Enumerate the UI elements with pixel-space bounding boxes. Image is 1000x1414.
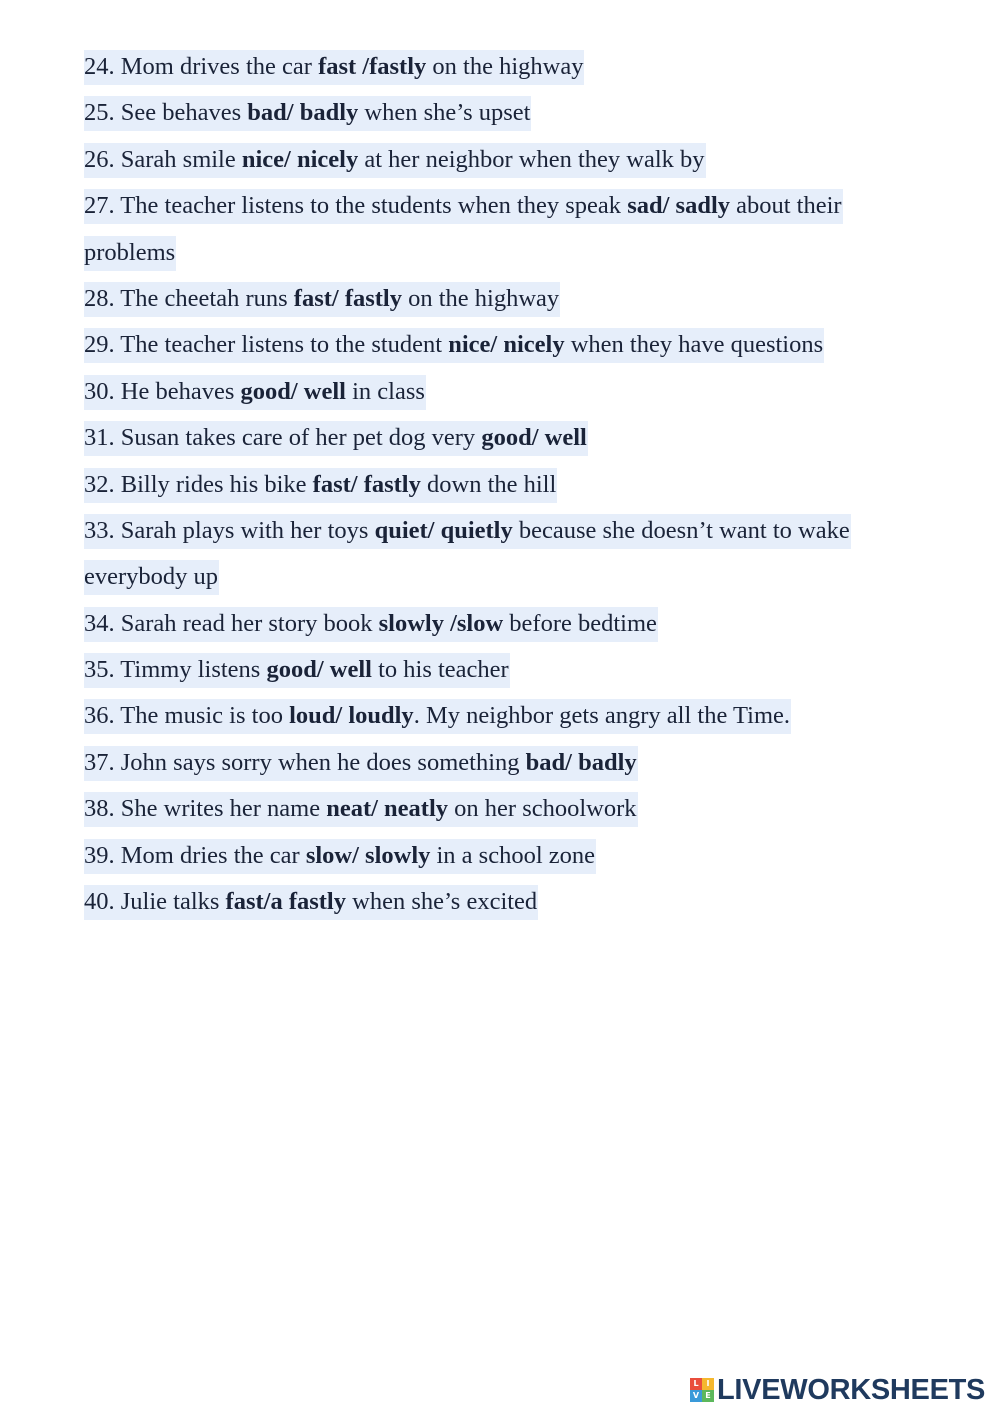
exercise-line: [84, 276, 964, 322]
exercise-line: [84, 879, 964, 925]
sentence-start: 34. Sarah read her story book: [84, 609, 379, 637]
exercise-line: [84, 415, 964, 461]
sentence-start: 31. Susan takes care of her pet dog very: [84, 424, 482, 452]
sentence-end: because she doesn’t want to wake: [512, 516, 850, 544]
line-highlight: [84, 699, 791, 734]
answer-options[interactable]: slow/ slowly: [305, 841, 431, 869]
sentence-end: before bedtime: [503, 609, 657, 637]
answer-options[interactable]: quiet/ quietly: [374, 516, 513, 544]
sentence-end: on the highway: [401, 284, 560, 312]
sentence-start: 35. Timmy listens: [84, 656, 267, 684]
answer-options[interactable]: fast/ fastly: [312, 470, 421, 498]
answer-options[interactable]: good/ well: [240, 377, 346, 405]
sentence-start: 30. He behaves: [84, 377, 241, 405]
answer-options[interactable]: neat/ neatly: [326, 795, 449, 823]
answer-options[interactable]: loud/ loudly: [289, 702, 414, 730]
exercise-line: [84, 322, 964, 368]
line-highlight: [84, 96, 531, 131]
line-highlight: [84, 839, 596, 874]
sentence-start: 33. Sarah plays with her toys: [84, 516, 375, 544]
sentence-start: 24. Mom drives the car: [84, 53, 319, 80]
exercise-line: [84, 601, 964, 647]
sentence-end: about their: [730, 192, 842, 220]
sentence-start: 38. She writes her name: [84, 795, 327, 823]
exercise-line: [84, 647, 964, 693]
exercise-line: [84, 183, 964, 229]
logo-square-e: E: [702, 1390, 714, 1402]
sentence-end: . My neighbor gets angry all the Time.: [413, 702, 791, 730]
exercise-line: [84, 786, 964, 832]
line-highlight: [84, 375, 426, 410]
sentence-start: 25. See behaves: [84, 99, 248, 127]
sentence-continued: everybody up: [84, 563, 219, 591]
sentence-start: 36. The music is too: [84, 702, 290, 730]
sentence-end: in class: [345, 377, 425, 405]
line-highlight: [84, 236, 176, 271]
line-highlight: [84, 328, 824, 363]
line-highlight: [84, 189, 843, 224]
sentence-end: when they have questions: [564, 331, 824, 359]
answer-options[interactable]: nice/ nicely: [241, 145, 359, 173]
exercise-line: [84, 740, 964, 786]
exercise-line: [84, 508, 964, 554]
sentence-end: at her neighbor when they walk by: [358, 145, 705, 173]
answer-options[interactable]: fast/a fastly: [225, 888, 346, 916]
exercise-line-continued: [84, 554, 964, 600]
logo-square-i: I: [702, 1378, 714, 1390]
sentence-start: 27. The teacher listens to the students when they speak: [84, 192, 628, 220]
line-highlight: [84, 607, 658, 642]
answer-options[interactable]: slowly /slow: [378, 609, 504, 637]
line-highlight: [84, 468, 557, 503]
exercise-line: [84, 44, 964, 90]
sentence-end: in a school zone: [430, 841, 596, 869]
logo-square-v: V: [690, 1390, 702, 1402]
answer-options[interactable]: fast/ fastly: [293, 284, 402, 312]
sentence-start: 32. Billy rides his bike: [84, 470, 313, 498]
logo-square-l: L: [690, 1378, 702, 1390]
sentence-start: 37. John says sorry when he does something: [84, 748, 526, 776]
sentence-end: when she’s excited: [346, 888, 538, 916]
sentence-start: 29. The teacher listens to the student: [84, 331, 449, 359]
exercise-line: [84, 137, 964, 183]
sentence-end: on the highway: [426, 53, 584, 80]
sentence-end: down the hill: [420, 470, 557, 498]
line-highlight: [84, 560, 219, 595]
sentence-end: when she’s upset: [358, 99, 531, 127]
line-highlight: [84, 143, 706, 178]
answer-options[interactable]: sad/ sadly: [627, 192, 730, 220]
sentence-start: 39. Mom dries the car: [84, 841, 306, 869]
sentence-start: 28. The cheetah runs: [84, 284, 294, 312]
answer-options[interactable]: bad/ badly: [247, 99, 359, 127]
answer-options[interactable]: good/ well: [266, 656, 372, 684]
brand-name: LIVEWORKSHEETS: [717, 1373, 986, 1406]
answer-options[interactable]: fast /fastly: [318, 53, 427, 80]
exercise-line: [84, 462, 964, 508]
sentence-start: 40. Julie talks: [84, 888, 226, 916]
answer-options[interactable]: bad/ badly: [525, 748, 637, 776]
answer-options[interactable]: good/ well: [481, 424, 587, 452]
sentence-continued: problems: [84, 238, 176, 266]
line-highlight: [84, 653, 510, 688]
exercise-line: [84, 369, 964, 415]
exercise-line-continued: [84, 230, 964, 276]
line-highlight: [84, 792, 638, 827]
exercise-line: [84, 90, 964, 136]
line-highlight: [84, 421, 588, 456]
line-highlight: [84, 282, 560, 317]
sentence-end: to his teacher: [371, 656, 509, 684]
line-highlight: [84, 746, 638, 781]
worksheet-body: [84, 44, 964, 925]
line-highlight: [84, 514, 851, 549]
answer-options[interactable]: nice/ nicely: [448, 331, 565, 359]
sentence-end: on her schoolwork: [448, 795, 637, 823]
line-highlight: [84, 885, 538, 920]
exercise-line: [84, 833, 964, 879]
liveworksheets-brand: [690, 1374, 985, 1406]
sentence-start: 26. Sarah smile: [84, 145, 242, 173]
liveworksheets-logo-icon: [690, 1378, 714, 1402]
line-highlight: [84, 50, 584, 85]
exercise-line: [84, 693, 964, 739]
